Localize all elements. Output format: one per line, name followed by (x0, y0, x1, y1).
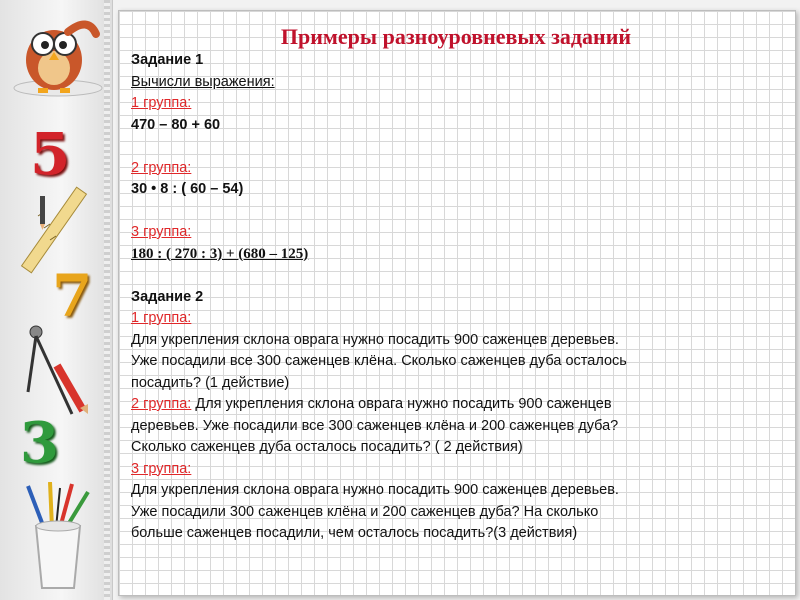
task1-group2-label: 2 группа: (131, 159, 192, 176)
digit-five: 5 (30, 120, 71, 188)
task1-group1-expression: 470 – 80 + 60 (131, 116, 221, 133)
compass-icon (18, 322, 104, 422)
pencil-cup-icon (14, 482, 104, 594)
task1-group3-expression: 180 : ( 270 : 3) + (680 – 125) (131, 245, 309, 262)
task2-heading: Задание 2 (131, 288, 204, 305)
task1-heading: Задание 1 (131, 52, 204, 68)
task2-group2-text-start: Для укрепления склона оврага нужно посадить 900 саженцев (191, 396, 612, 412)
task2-group2-first-line (131, 394, 776, 416)
digit-three: 3 (20, 410, 59, 476)
owl-icon (8, 8, 108, 100)
spacer (131, 136, 776, 158)
task2-group2-text-line: деревьев. Уже посадили все 300 саженцев клёна и 200 саженцев дуба? (131, 417, 619, 434)
task1-group1-label: 1 группа: (131, 95, 192, 111)
task2-group1-text-line: Уже посадили все 300 саженцев клёна. Сколько саженцев дуба осталось (131, 353, 627, 369)
task2-group1-text-line: Для укрепления склона оврага нужно посадить 900 саженцев деревьев. (131, 331, 619, 348)
digit-seven: 7 (52, 262, 93, 330)
task1-group2-expression: 30 • 8 : ( 60 – 54) (131, 181, 244, 197)
task2-group3-text-line: Для укрепления склона оврага нужно посадить 900 саженцев деревьев. (131, 482, 619, 498)
task1-group3-label: 3 группа: (131, 224, 192, 240)
task2-group3-label: 3 группа: (131, 460, 192, 477)
spacer (131, 201, 776, 223)
task1-instruction: Вычисли выражения: (131, 73, 275, 90)
spacer (131, 265, 776, 287)
task2-group3-text-line: больше саженцев посадили, чем осталось посадить?(3 действия) (131, 525, 578, 541)
task2-group2-text-line: Сколько саженцев дуба осталось посадить? ( 2 действия) (131, 439, 523, 455)
task2-group1-label: 1 группа: (131, 310, 192, 326)
page-title: Примеры разноуровневых заданий (280, 24, 632, 49)
task2-group2-label: 2 группа: (131, 396, 192, 412)
task2-group1-text-line: посадить? (1 действие) (131, 374, 290, 391)
tasks-content (131, 50, 776, 545)
task2-group3-text-line: Уже посадили 300 саженцев клёна и 200 саженцев дуба? На сколько (131, 503, 599, 520)
